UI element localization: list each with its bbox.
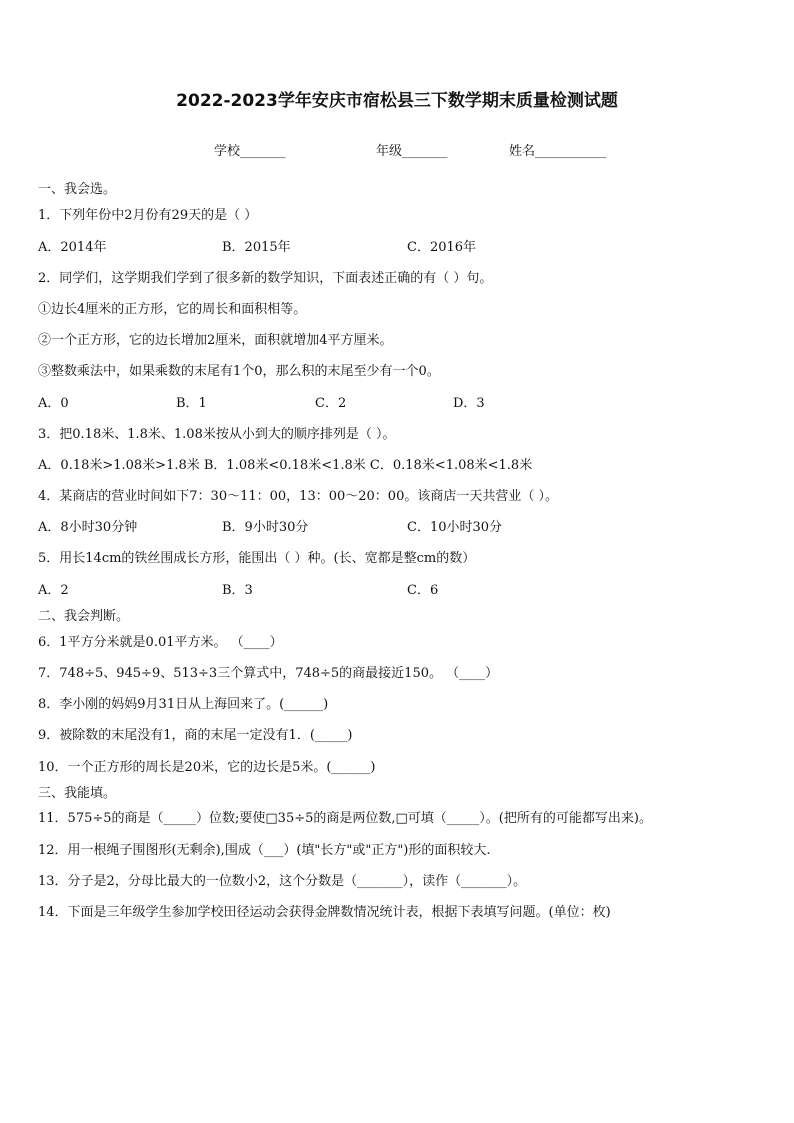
name-field: 姓名___________ bbox=[509, 144, 607, 159]
section-heading-judge: 二、我会判断。 bbox=[38, 609, 130, 624]
section-heading-fill: 三、我能填。 bbox=[38, 786, 117, 801]
q2-option-a: A．0 bbox=[38, 396, 69, 411]
question-7: 7．748÷5、945÷9、513÷3三个算式中，748÷5的商最接近150。 （____） bbox=[38, 666, 499, 681]
q5-option-c: C．6 bbox=[407, 583, 439, 598]
question-4: 4．某商店的营业时间如下7：30～11：00，13：00～20：00。该商店一天共营业（ ）。 bbox=[38, 489, 558, 504]
q3-options: A．0.18米>1.08米>1.8米 B．1.08米<0.18米<1.8米 C．0.18米<1.08米<1.8米 bbox=[38, 458, 533, 473]
q4-option-c: C．10小时30分 bbox=[407, 520, 503, 535]
question-9: 9．被除数的末尾没有1，商的末尾一定没有1．(_____) bbox=[38, 728, 353, 743]
q1-option-b: B．2015年 bbox=[222, 240, 291, 255]
q1-option-c: C．2016年 bbox=[407, 240, 477, 255]
q5-option-b: B．3 bbox=[222, 583, 253, 598]
question-14: 14．下面是三年级学生参加学校田径运动会获得金牌数情况统计表，根据下表填写问题。(单位：枚) bbox=[38, 905, 611, 920]
q2-statement-3: ③整数乘法中，如果乘数的末尾有1个0，那么积的末尾至少有一个0。 bbox=[38, 364, 440, 379]
grade-field: 年级_______ bbox=[376, 144, 448, 159]
q2-option-c: C．2 bbox=[315, 396, 347, 411]
question-5: 5．用长14cm的铁丝围成长方形，能围出（ ）种。(长、宽都是整cm的数） bbox=[38, 551, 476, 566]
page-title: 2022-2023学年安庆市宿松县三下数学期末质量检测试题 bbox=[176, 91, 618, 111]
q1-option-a: A．2014年 bbox=[38, 240, 107, 255]
q5-option-a: A．2 bbox=[38, 583, 69, 598]
question-10: 10．一个正方形的周长是20米，它的边长是5米。(______) bbox=[38, 760, 376, 775]
question-3: 3．把0.18米、1.8米、1.08米按从小到大的顺序排列是（ ）。 bbox=[38, 427, 396, 442]
q2-statement-2: ②一个正方形，它的边长增加2厘米，面积就增加4平方厘米。 bbox=[38, 333, 393, 348]
question-11: 11．575÷5的商是（_____）位数;要使□35÷5的商是两位数,□可填（_____）。(把所有的可能都写出来)。 bbox=[38, 811, 652, 826]
question-2: 2．同学们，这学期我们学到了很多新的数学知识，下面表述正确的有（ ）句。 bbox=[38, 271, 493, 286]
question-1: 1．下列年份中2月份有29天的是（ ） bbox=[38, 208, 258, 223]
question-12: 12．用一根绳子围图形(无剩余),围成（___）(填"长方"或"正方")形的面积较大. bbox=[38, 843, 491, 858]
q2-option-d: D．3 bbox=[453, 396, 485, 411]
q2-option-b: B．1 bbox=[176, 396, 207, 411]
section-heading-choice: 一、我会选。 bbox=[38, 182, 117, 197]
question-8: 8．李小刚的妈妈9月31日从上海回来了。(______) bbox=[38, 697, 329, 712]
q2-statement-1: ①边长4厘米的正方形，它的周长和面积相等。 bbox=[38, 302, 307, 317]
question-13: 13．分子是2，分母比最大的一位数小2，这个分数是（_______），读作（_______）。 bbox=[38, 874, 527, 889]
q4-option-a: A．8小时30分钟 bbox=[38, 520, 138, 535]
question-6: 6．1平方分米就是0.01平方米。 （____） bbox=[38, 635, 283, 650]
school-field: 学校_______ bbox=[214, 144, 286, 159]
q4-option-b: B．9小时30分 bbox=[222, 520, 309, 535]
